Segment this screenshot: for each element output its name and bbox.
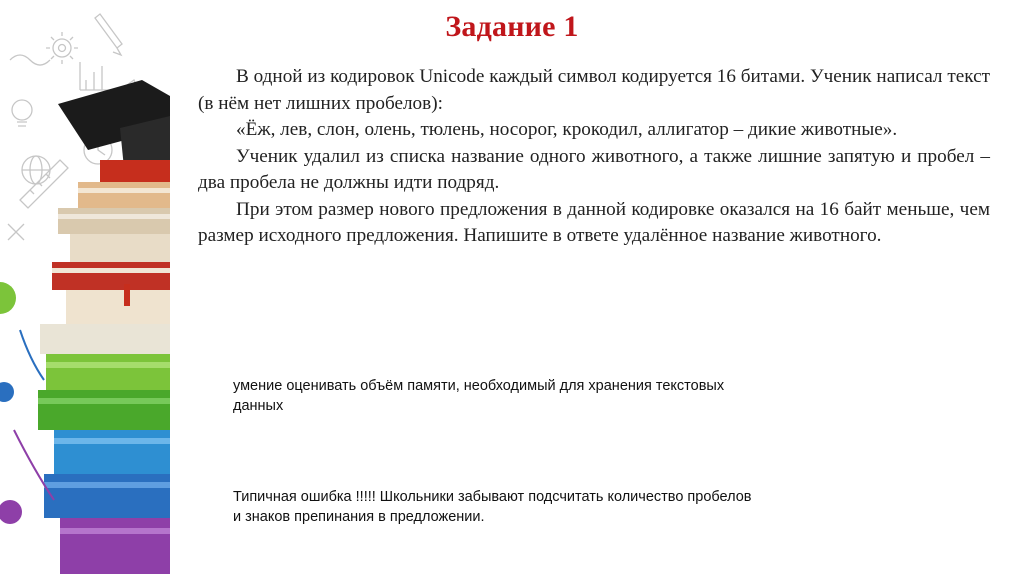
skill-note: умение оценивать объём памяти, необходимый для хранения текстовых данных [233,378,725,414]
blue-dot [0,382,14,402]
lightbulb-icon [12,100,32,126]
education-decoration [0,0,170,574]
typical-error-note: Типичная ошибка !!!!! Школьники забывают подсчитать количество пробелов и знаков препинания в предложении. [233,489,752,525]
task-paragraph: Ученик удалил из списка название одного животного, а также лишние запятую и пробел – два пробела не должны идти подряд. [198,145,990,193]
task-paragraph: В одной из кодировок Unicode каждый символ кодируется 16 битами. Ученик написал текст (в нём нет лишних пробелов): [198,66,990,114]
purple-dot [0,500,22,524]
task-text [198,64,990,250]
globe-icon [22,156,50,184]
task-paragraph: «Ёж, лев, слон, олень, тюлень, носорог, крокодил, аллигатор – дикие животные». [236,119,898,140]
slide-title: Задание 1 [445,10,579,43]
chart-icon [80,62,110,90]
ruler-icon [20,160,68,208]
graduation-cap [58,80,170,168]
green-dot [0,282,16,314]
book-stack [38,160,170,574]
task-paragraph: При этом размер нового предложения в данной кодировке оказался на 16 байт меньше, чем размер исходного предложения. Напишите в ответе удалённое название животного. [198,198,990,246]
